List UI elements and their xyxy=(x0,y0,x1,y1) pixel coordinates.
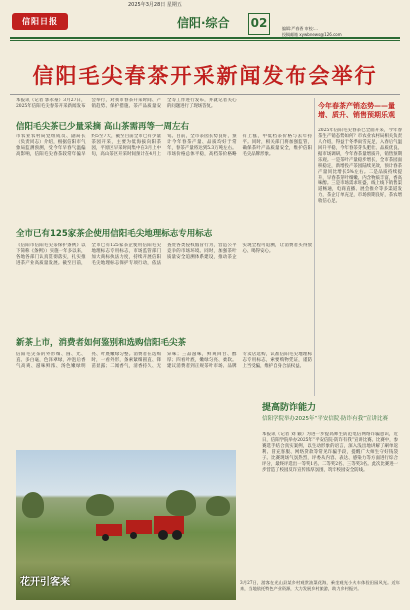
sidebar-top-title: 今年春茶产销态势——量增、质升、销售预期乐观 xyxy=(318,102,395,120)
date-line xyxy=(10,2,400,11)
section-heading-2: 全市已有125家茶企使用信阳毛尖地理标志专用标志 xyxy=(16,229,213,239)
section-heading-1: 信阳毛尖茶已少量采摘 高山茶需再等一周左右 xyxy=(16,122,189,132)
sidebar-bottom-body: 本报讯（记者 刘 颖）为进一步提高师生防范电信网络诈骗意识，近日，信阳学院举办2025年“平安信院·防诈有我”宣讲比赛。比赛中，参赛选手结合真实案例，以生动形象的语言，深入浅出地讲解了刷单返利、冒充客服、网络贷款等常见诈骗手段，提醒广大师生守好钱袋子。比赛现场气氛热烈，评委从内容、表达、感染力等方面进行综合评分，最终评选出一等奖1名、二等奖2名、三等奖3名。此次比赛进一步营造了校园反诈宣传浓厚氛围，筑牢校园安全防线。 xyxy=(262,432,398,473)
tree-shape xyxy=(206,496,230,516)
email-line: 投稿邮箱 xywbnews@126.com xyxy=(282,31,342,37)
tour-train-car xyxy=(126,520,152,534)
photo-title: 花开引客来 xyxy=(20,577,70,588)
masthead-rule-thin xyxy=(10,40,400,41)
tour-train-car xyxy=(96,524,122,536)
page-number: 02 xyxy=(248,13,270,35)
issue-date: 2025年3月28日 星期五 xyxy=(128,2,182,8)
train-wheel xyxy=(130,532,137,539)
sidebar-top-body: 2025年信阳毛尖春茶已全面开采，今年春茶生产销态势如何？市农业农村局相关负责人介绍，得益于冬季雨雪充足，入春后气温回升平稳，今年春茶芽头肥壮、品质优良。据市场调研，今年春茶量增质升，销售预期乐观。一是茶叶产量稳步增长，全市茶园面积稳定，新增投产茶园陆续见效，预计春茶产量同比增长5%左右。二是品质持续提升，早春茶芽叶细嫩、内含物质丰富，香高味醇。三是市场需求旺盛，线上线下销售渠道畅通，电商直播、展会推介等多渠道发力，茶企订单充足，市场预期良好，茶农增收信心足。 xyxy=(318,128,402,205)
sidebar-bottom-title: 提高防诈能力 xyxy=(262,403,317,413)
main-headline: 信阳毛尖春茶开采新闻发布会举行 xyxy=(32,64,378,88)
section-body-1: 市农业农村局党组成员、副局长（负责同志）介绍，根据信阳市气象局监测预测，受今年早春气温偏高影响，信阳毛尖春茶较常年偏早约5至7天，截至目前全市已有少量茶园开采，主要为低海拔向阳茶园，平原区早采时间集中在3月上中旬，高山茶区开采时间预计在4月上旬。目前，全市茶园长势良好，预计今年春茶产量、品质均好于常年，春茶产量将达到5.3万吨左右。市场价格总体平稳，高档茶价格略有上涨，中低档茶价格与去年持平。同时，相关部门将加强监管，确保茶叶产品质量安全，维护信阳毛尖品牌形象。 xyxy=(16,134,312,157)
sidebar-bottom-subtitle: 信阳学院举办2025年“平安信院·防诈有我”宣讲比赛 xyxy=(262,416,388,422)
train-wheel xyxy=(102,534,109,541)
tree-shape xyxy=(22,492,44,518)
section-body-3: 信阳毛尖茶的外形细、圆、光、直、多白毫，色泽翠绿，冲泡后香气高爽、滋味鲜浓、汤色嫩绿明亮、叶底嫩绿匀整。消费者在选购时，一看外形，条索紧细圆直、锋苗显露；二闻香气，清香持久、无异味；三品滋味，鲜爽回甘、醇厚；四看叶底，嫩绿匀亮、柔软。建议消费者到正规茶叶市场、品牌专卖店选购，认准信阳毛尖地理标志专用标志，索要购物凭证，谨防上当受骗，维护自身合法权益。 xyxy=(16,352,312,369)
section-title: 信阳·综合 xyxy=(177,16,230,30)
headline-rule xyxy=(10,94,400,95)
masthead-rule xyxy=(10,37,400,39)
section-body-2: 《信阳市信阳毛尖茶保护条例》以下简称《条例》）实施一年多以来，各地各部门认真贯彻落实，扎实推进茶产业高质量发展。截至目前，全市已有125家茶企使用信阳毛尖地理标志专用标志，市场监管部门加大商标执法力度，持续开展信阳毛尖地理标志保护专项行动，依法查处各类侵权假冒行为，营造公平竞争的市场环境。同时，加强茶叶质量安全追溯体系建设，推动茶企实现全程可追溯，让消费者买得放心、喝得安心。 xyxy=(16,243,312,266)
lead-paragraph: 本报讯（记者 郭永豪）3月27日，2025年信阳毛尖春茶开采新闻发布会举行，对我市春茶开采时间、产销趋势、保护措施、茶产品质量安全等工作进行发布，并就记者关心的问题进行了现场答复。 xyxy=(16,98,237,109)
newspaper-logo: 信阳日报 xyxy=(12,13,68,30)
photo-caption: 3月27日，游客在光山县某乡村观赏油菜花海，乘坐观光小火车体验田园风光。近年来，当地依托特色产业资源，大力发展乡村旅游，助力乡村振兴。 xyxy=(240,580,400,591)
tree-shape xyxy=(166,490,196,516)
train-wheel xyxy=(172,530,182,540)
contact-info xyxy=(282,26,342,37)
train-wheel xyxy=(158,530,168,540)
tree-shape xyxy=(86,494,114,516)
column-divider xyxy=(314,98,315,396)
section-heading-3: 新茶上市，消费者如何鉴别和选购信阳毛尖茶 xyxy=(16,338,187,348)
editor-line: 编辑:严春香 审校:… xyxy=(282,26,318,31)
